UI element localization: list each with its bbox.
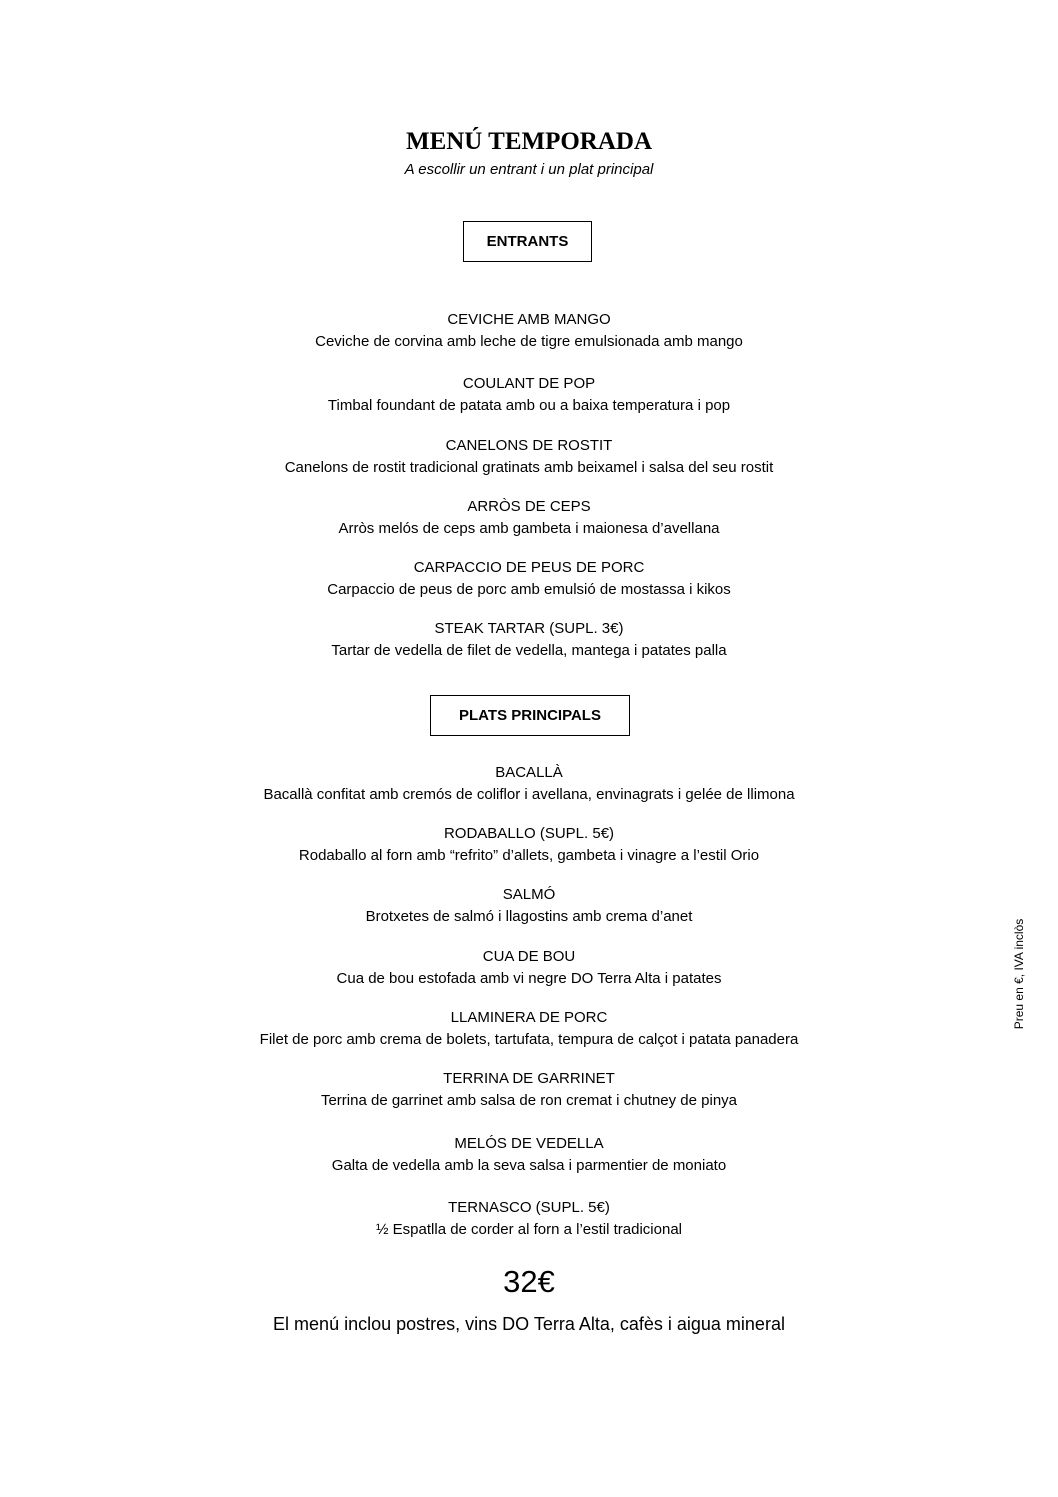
dish-description: Galta de vedella amb la seva salsa i parmentier de moniato (331, 1157, 727, 1174)
dish-description: Brotxetes de salmó i llagostins amb crema d’anet (365, 908, 693, 925)
dish-name: TERNASCO (SUPL. 5€) (448, 1199, 610, 1216)
dish-description: Cua de bou estofada amb vi negre DO Terra Alta i patates (336, 970, 722, 987)
dish-description: Arròs melós de ceps amb gambeta i maionesa d’avellana (338, 520, 720, 537)
dish-item (0, 762, 1058, 806)
dish-name: SALMÓ (502, 886, 556, 903)
dish-item (0, 435, 1058, 479)
dish-name: CUA DE BOU (482, 948, 576, 965)
dish-name: RODABALLO (SUPL. 5€) (443, 825, 615, 842)
dish-description: Bacallà confitat amb cremós de coliflor i avellana, envinagrats i gelée de llimona (263, 786, 795, 803)
dish-description: Ceviche de corvina amb leche de tigre emulsionada amb mango (315, 333, 743, 350)
dish-name: COULANT DE POP (462, 375, 596, 392)
dish-name: CANELONS DE ROSTIT (445, 437, 613, 454)
dish-item (0, 1197, 1058, 1241)
dish-item (0, 309, 1058, 353)
dish-name: ARRÒS DE CEPS (467, 498, 591, 515)
section-heading-plats-principals: PLATS PRINCIPALS (430, 695, 630, 736)
page-subtitle: A escollir un entrant i un plat principal (404, 161, 654, 178)
dish-name: TERRINA DE GARRINET (443, 1070, 615, 1087)
dish-item (0, 496, 1058, 540)
dish-name: LLAMINERA DE PORC (450, 1009, 608, 1026)
dish-item (0, 1133, 1058, 1177)
dish-item (0, 618, 1058, 662)
dish-description: Canelons de rostit tradicional gratinats amb beixamel i salsa del seu rostit (284, 459, 774, 476)
dish-item (0, 1007, 1058, 1051)
dish-item (0, 1068, 1058, 1112)
menu-includes-note: El menú inclou postres, vins DO Terra Alta, cafès i aigua mineral (273, 1314, 785, 1334)
dish-description: Terrina de garrinet amb salsa de ron cremat i chutney de pinya (320, 1092, 738, 1109)
menu-price: 32€ (503, 1264, 555, 1299)
dish-description: Carpaccio de peus de porc amb emulsió de mostassa i kikos (327, 581, 731, 598)
dish-description: Timbal foundant de patata amb ou a baixa temperatura i pop (327, 397, 731, 414)
dish-name: CEVICHE AMB MANGO (447, 311, 611, 328)
dish-item (0, 946, 1058, 990)
dish-description: ½ Espatlla de corder al forn a l’estil tradicional (376, 1221, 682, 1238)
dish-description: Filet de porc amb crema de bolets, tartufata, tempura de calçot i patata panadera (259, 1031, 799, 1048)
dish-item (0, 884, 1058, 928)
page-title: MENÚ TEMPORADA (405, 128, 653, 155)
dish-name: CARPACCIO DE PEUS DE PORC (413, 559, 645, 576)
dish-name: BACALLÀ (495, 764, 563, 781)
dish-name: STEAK TARTAR (SUPL. 3€) (434, 620, 624, 637)
dish-item (0, 557, 1058, 601)
vat-note: Preu en €, IVA inclòs (1012, 918, 1026, 1030)
dish-name: MELÓS DE VEDELLA (454, 1135, 604, 1152)
dish-description: Tartar de vedella de filet de vedella, mantega i patates palla (331, 642, 727, 659)
section-heading-entrants: ENTRANTS (463, 221, 592, 262)
dish-description: Rodaballo al forn amb “refrito” d’allets, gambeta i vinagre a l’estil Orio (298, 847, 760, 864)
dish-item (0, 823, 1058, 867)
dish-item (0, 373, 1058, 417)
